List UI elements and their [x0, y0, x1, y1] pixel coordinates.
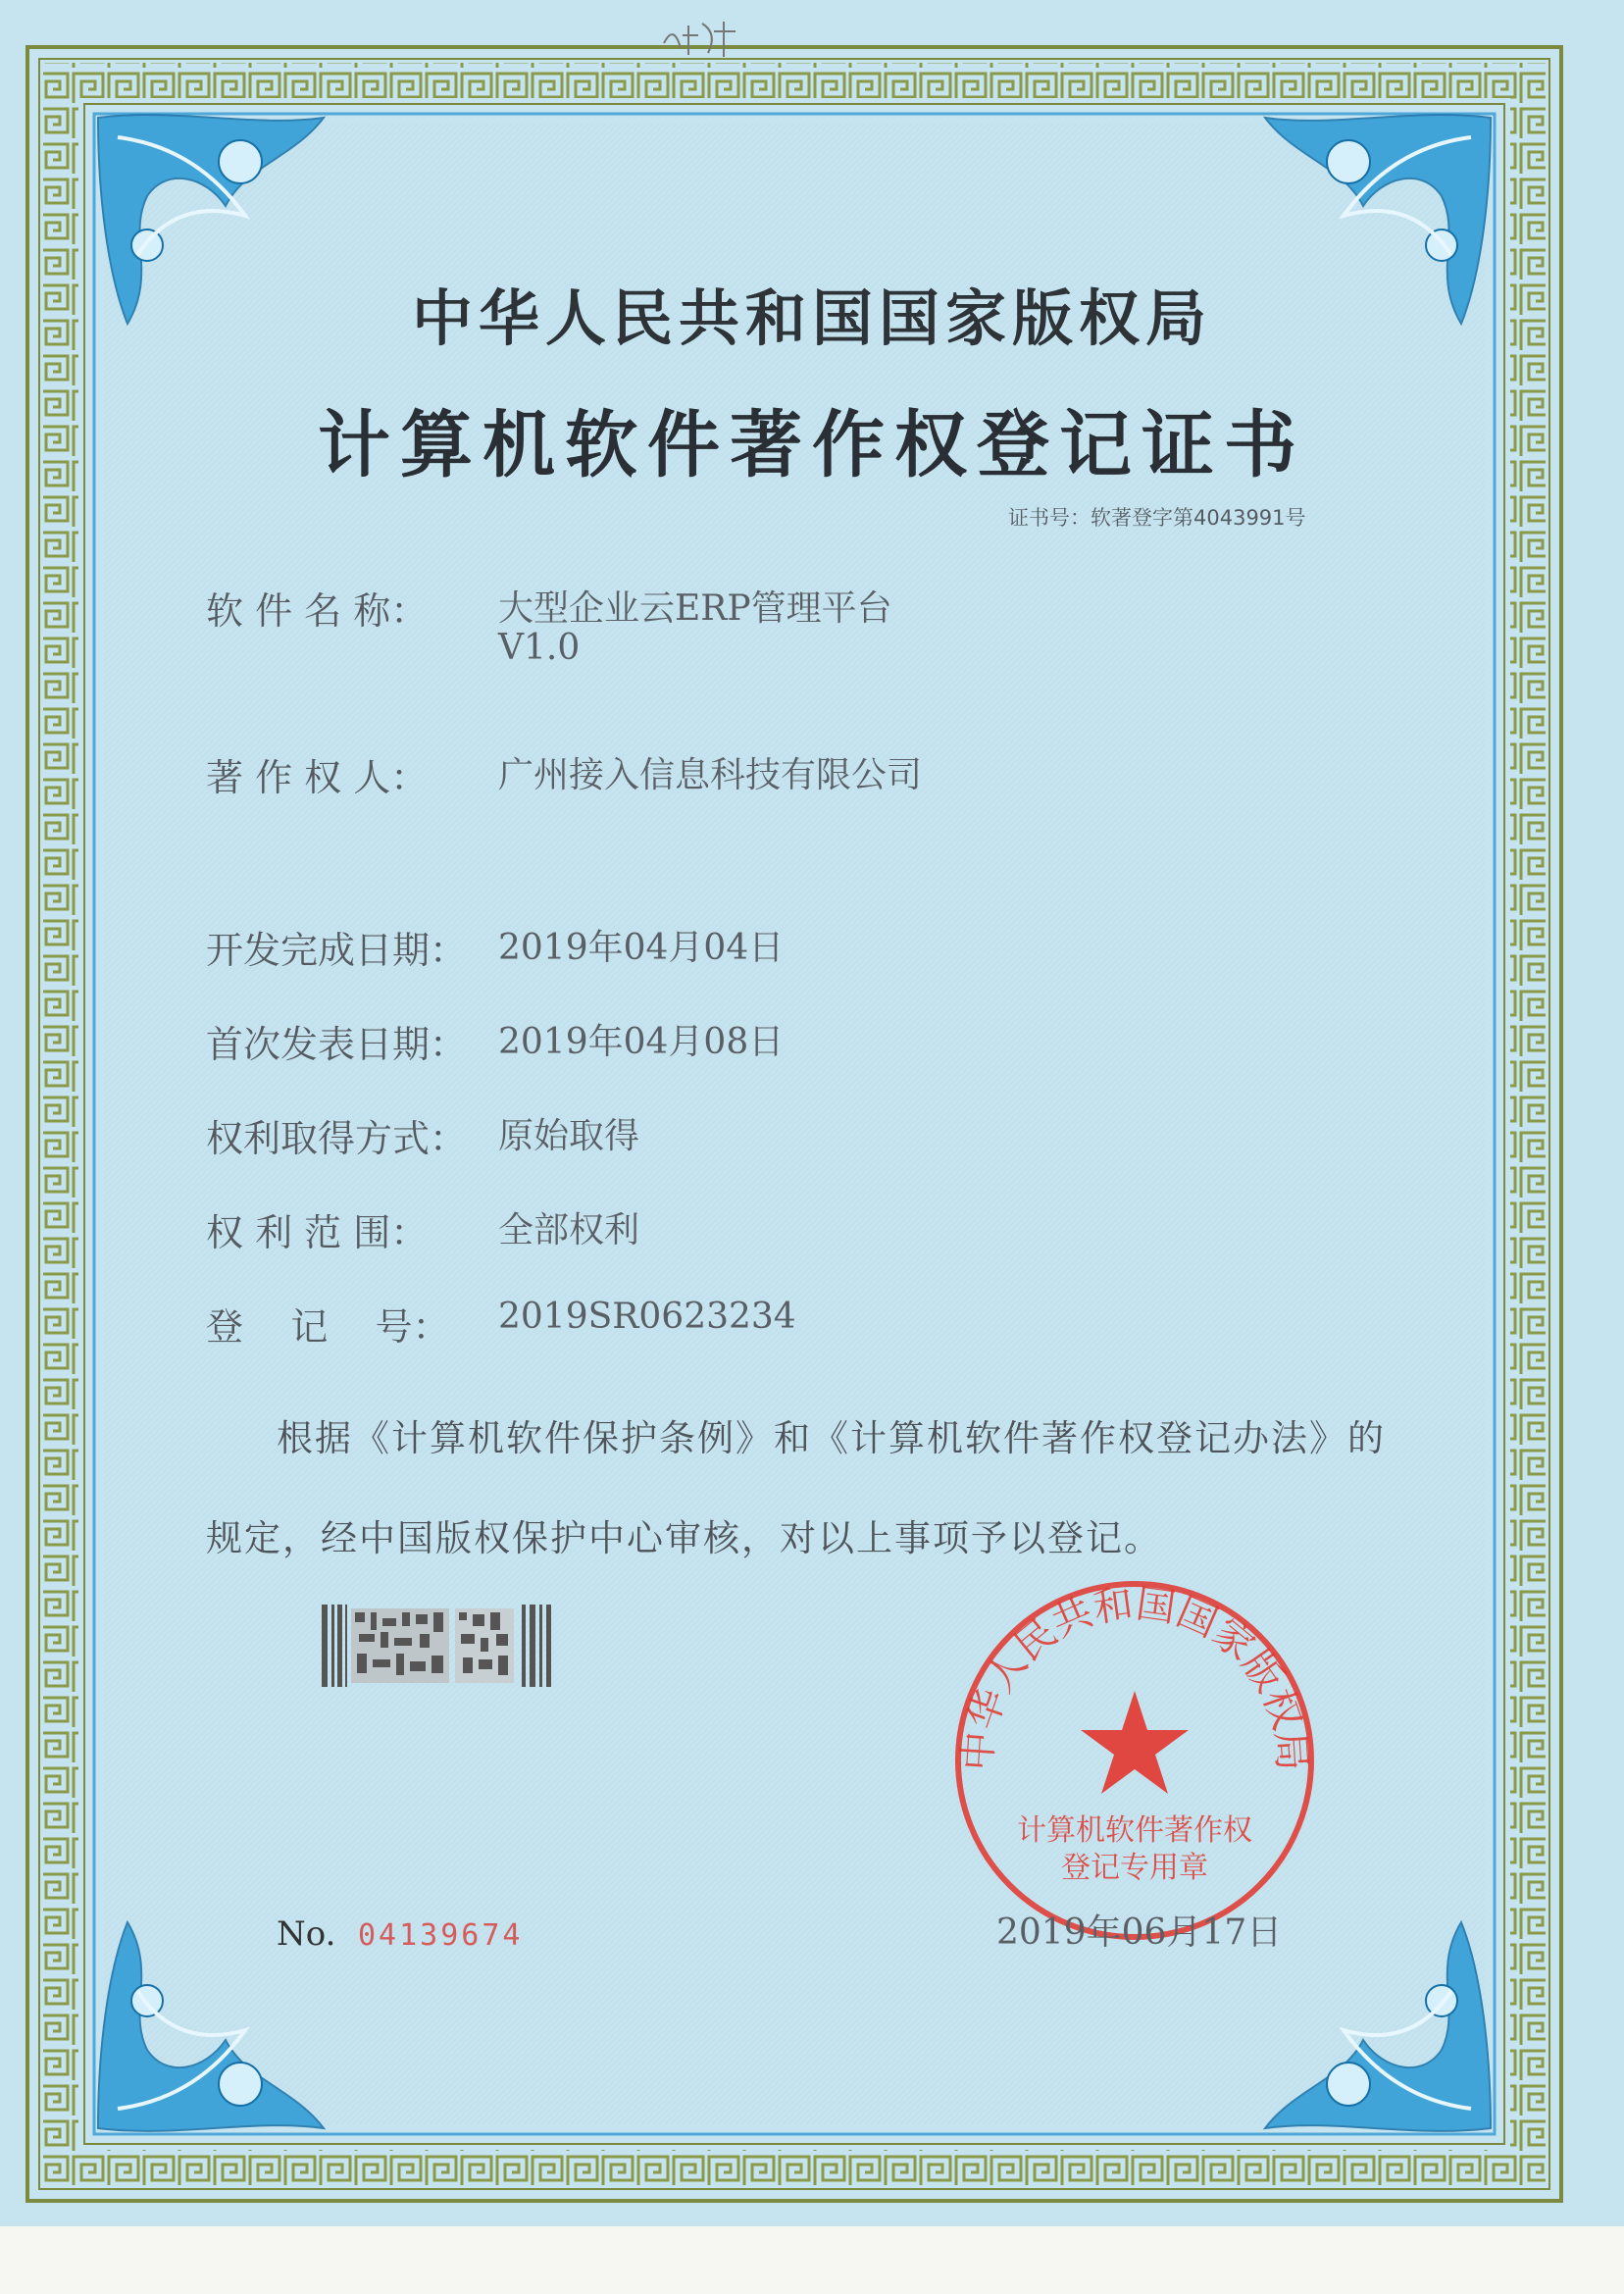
- acquisition-method-value: 原始取得: [498, 1116, 640, 1156]
- copyright-owner-label: 著 作 权 人：: [206, 756, 429, 799]
- seal-inner-line-1: 计算机软件著作权: [1017, 1813, 1252, 1848]
- official-seal: [949, 1575, 1320, 1946]
- copyright-owner-value: 广州接入信息科技有限公司: [498, 755, 923, 795]
- acquisition-method-label: 权利取得方式：: [206, 1117, 468, 1160]
- statement-line-1: 根据《计算机软件保护条例》和《计算机软件著作权登记办法》的: [277, 1417, 1386, 1459]
- barcode: [322, 1605, 557, 1687]
- publish-date-value: 2019年04月08日: [498, 1022, 785, 1062]
- rights-scope-value: 全部权利: [498, 1210, 640, 1250]
- software-name-value: 大型企业云ERP管理平台: [498, 588, 892, 629]
- certificate-title: 计算机软件著作权登记证书: [318, 403, 1306, 487]
- seal-inner-line-2: 登记专用章: [1061, 1851, 1208, 1885]
- handwritten-mark: [659, 14, 747, 63]
- certificate-number: 证书号：软著登字第4043991号: [1008, 506, 1306, 530]
- issue-date: 2019年06月17日: [996, 1912, 1283, 1953]
- software-version-value: V1.0: [498, 628, 581, 668]
- development-date-value: 2019年04月04日: [498, 928, 785, 968]
- publish-date-label: 首次发表日期：: [206, 1023, 468, 1066]
- statement-line-2: 规定，经中国版权保护中心审核，对以上事项予以登记。: [206, 1517, 1162, 1559]
- rights-scope-label: 权 利 范 围：: [206, 1211, 429, 1254]
- registration-number-value: 2019SR0623234: [498, 1297, 796, 1337]
- issuer-title: 中华人民共和国国家版权局: [411, 282, 1212, 354]
- registration-number-label: 登 记 号：: [206, 1305, 450, 1349]
- development-date-label: 开发完成日期：: [206, 929, 468, 972]
- seal-outer-text: 中华人民共和国国家版权局: [955, 1581, 1314, 1772]
- serial-number-label: No.: [277, 1914, 336, 1954]
- star-icon: [1081, 1691, 1189, 1794]
- serial-number-value: 04139674: [358, 1918, 524, 1953]
- software-name-label: 软 件 名 称：: [206, 589, 429, 633]
